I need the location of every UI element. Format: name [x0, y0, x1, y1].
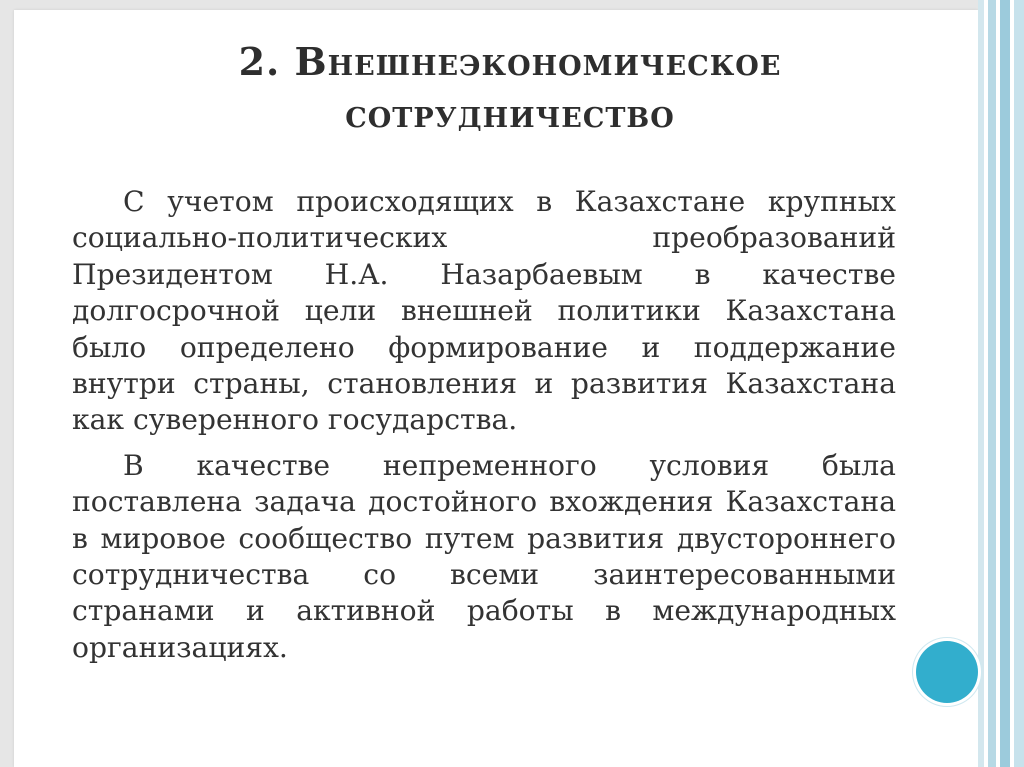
stripe	[1000, 0, 1010, 767]
stripe	[988, 0, 996, 767]
title-line-2: сотрудничество	[345, 91, 675, 136]
decorative-stripes	[978, 0, 1024, 767]
paragraph-1: С учетом происходящих в Казахстане крупных социально-политических преобразований Президентом Н.А. Назарбаевым в качестве долгосрочной цели внешней политики Казахстана было определено формирование и поддержание внутри страны, становления и развития Казахстана как суверенного государства.	[72, 185, 896, 437]
title-line-1: 2. Внешнеэкономическое	[238, 39, 782, 84]
slide-body	[72, 184, 896, 675]
slide-title	[160, 36, 860, 140]
stripe	[1014, 0, 1024, 767]
decorative-circle-icon	[916, 641, 978, 703]
paragraph-2: В качестве непременного условия была поставлена задача достойного вхождения Казахстана в мировое сообщество путем развития двустороннего сотрудничества со всеми заинтересованными странами и активной работы в международных организациях.	[72, 448, 896, 664]
